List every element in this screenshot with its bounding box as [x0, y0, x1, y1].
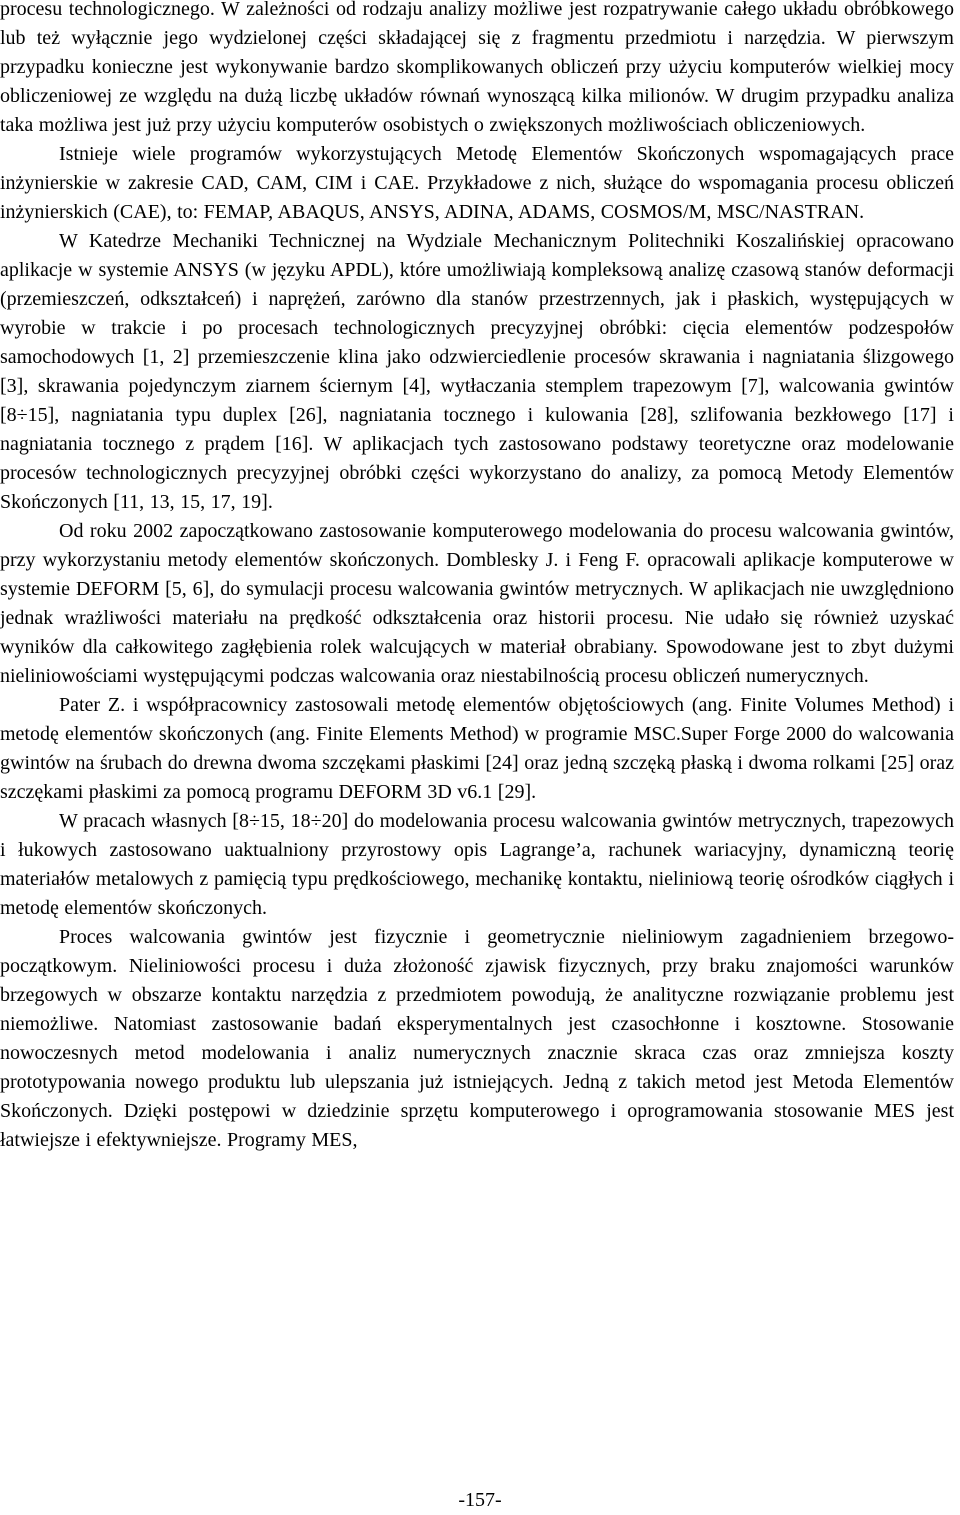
page-number: -157- [458, 1489, 502, 1511]
paragraph-fem-programs: Istnieje wiele programów wykorzystujących Metodę Elementów Skończonych wspomagających prace inżynierskie w zakresie CAD, CAM, CIM i CAE. Przykładowe z nich, służące do wspomagania procesu obliczeń inżynierskich (CAE), to: FEMAP, ABAQUS, ANSYS, ADINA, ADAMS, COSMOS/M, MSC/NASTRAN. [0, 143, 954, 223]
paragraph-continuation: procesu technologicznego. W zależności od rodzaju analizy możliwe jest rozpatrywanie całego układu obróbkowego lub też wyłącznie jego wydzielonej części składającej się z fragmentu przedmiotu i narzędzia. W pierwszym przypadku konieczne jest wykonywanie bardzo skomplikowanych obliczeń przy użyciu komputerów wielkiej mocy obliczeniowej ze względu na dużą liczbę układów równań wynoszącą kilka milionów. W drugim przypadku analiza taka możliwa jest już przy użyciu komputerów osobistych o zwiększonych możliwościach obliczeniowych. [0, 0, 954, 136]
paragraph-koszalin-ansys: W Katedrze Mechaniki Technicznej na Wydziale Mechanicznym Politechniki Koszalińskiej opracowano aplikacje w systemie ANSYS (w języku APDL), które umożliwiają kompleksową analizę czasową stanów deformacji (przemieszczeń, odkształceń) i naprężeń, zarówno dla stanów przestrzennych, jak i płaskich, występujących w wyrobie w trakcie i po procesach technologicznych precyzyjnej obróbki: cięcia elementów podzespołów samochodowych [1, 2] przemieszczenie klina jako odzwierciedlenie procesów skrawania i nagniatania ślizgowego [3], skrawania pojedynczym ziarnem ściernym [4], wytłaczania stemplem trapezowym [7], walcowania gwintów [8÷15], nagniatania typu duplex [26], nagniatania tocznego i kulowania [28], szlifowania bezkłowego [17] i nagniatania tocznego z prądem [16]. W aplikacjach tych zastosowano podstawy teoretyczne oraz modelowanie procesów technologicznych precyzyjnej obróbki części wykorzystano do analizy, za pomocą Metody Elementów Skończonych [11, 13, 15, 17, 19]. [0, 230, 954, 513]
paragraph-pater-research: Pater Z. i współpracownicy zastosowali metodę elementów objętościowych (ang. Finite Volumes Method) i metodę elementów skończonych (ang. Finite Elements Method) w programie MSC.Super Forge 2000 do walcowania gwintów na śrubach do drewna dwoma szczękami płaskimi [24] oraz jedną szczęką płaską i dwoma rolkami [25] oraz szczękami płaskimi za pomocą programu DEFORM 3D v6.1 [29]. [0, 694, 954, 803]
paragraph-own-works: W pracach własnych [8÷15, 18÷20] do modelowania procesu walcowania gwintów metrycznych, trapezowych i łukowych zastosowano uaktualniony przyrostowy opis Lagrange’a, rachunek wariacyjny, dynamiczną teorię materiałów metalowych z pamięcią typu prędkościowego, mechanikę kontaktu, nieliniową teorię ośrodków ciągłych i metodę elementów skończonych. [0, 810, 954, 919]
paragraph-nonlinear-process: Proces walcowania gwintów jest fizycznie i geometrycznie nieliniowym zagadnieniem brzegowo-początkowym. Nieliniowości procesu i duża złożoność zjawisk fizycznych, przy braku znajomości warunków brzegowych w obszarze kontaktu narzędzia z przedmiotem powodują, że analityczne rozwiązanie problemu jest niemożliwe. Natomiast zastosowanie badań eksperymentalnych jest czasochłonne i kosztowne. Stosowanie nowoczesnych metod modelowania i analiz numerycznych znacznie skraca czas oraz zmniejsza koszty prototypowania nowego produktu lub ulepszania już istniejących. Jedną z takich metod jest Metoda Elementów Skończonych. Dzięki postępowi w dziedzinie sprzętu komputerowego i oprogramowania stosowanie MES jest łatwiejsze i efektywniejsze. Programy MES, [0, 926, 954, 1151]
paragraph-thread-rolling-history: Od roku 2002 zapoczątkowano zastosowanie komputerowego modelowania do procesu walcowania gwintów, przy wykorzystaniu metody elementów skończonych. Domblesky J. i Feng F. opracowali aplikacje komputerowe w systemie DEFORM [5, 6], do symulacji procesu walcowania gwintów metrycznych. W aplikacjach nie uwzględniono jednak wrażliwości materiału na prędkość odkształcenia oraz historii procesu. Nie udało się również uzyskać wyników dla całkowitego zagłębienia rolek walcujących w materiał obrabiany. Spowodowane jest to zbyt dużymi nieliniowościami występującymi podczas walcowania oraz niestabilnością procesu obliczeń numerycznych. [0, 520, 954, 687]
